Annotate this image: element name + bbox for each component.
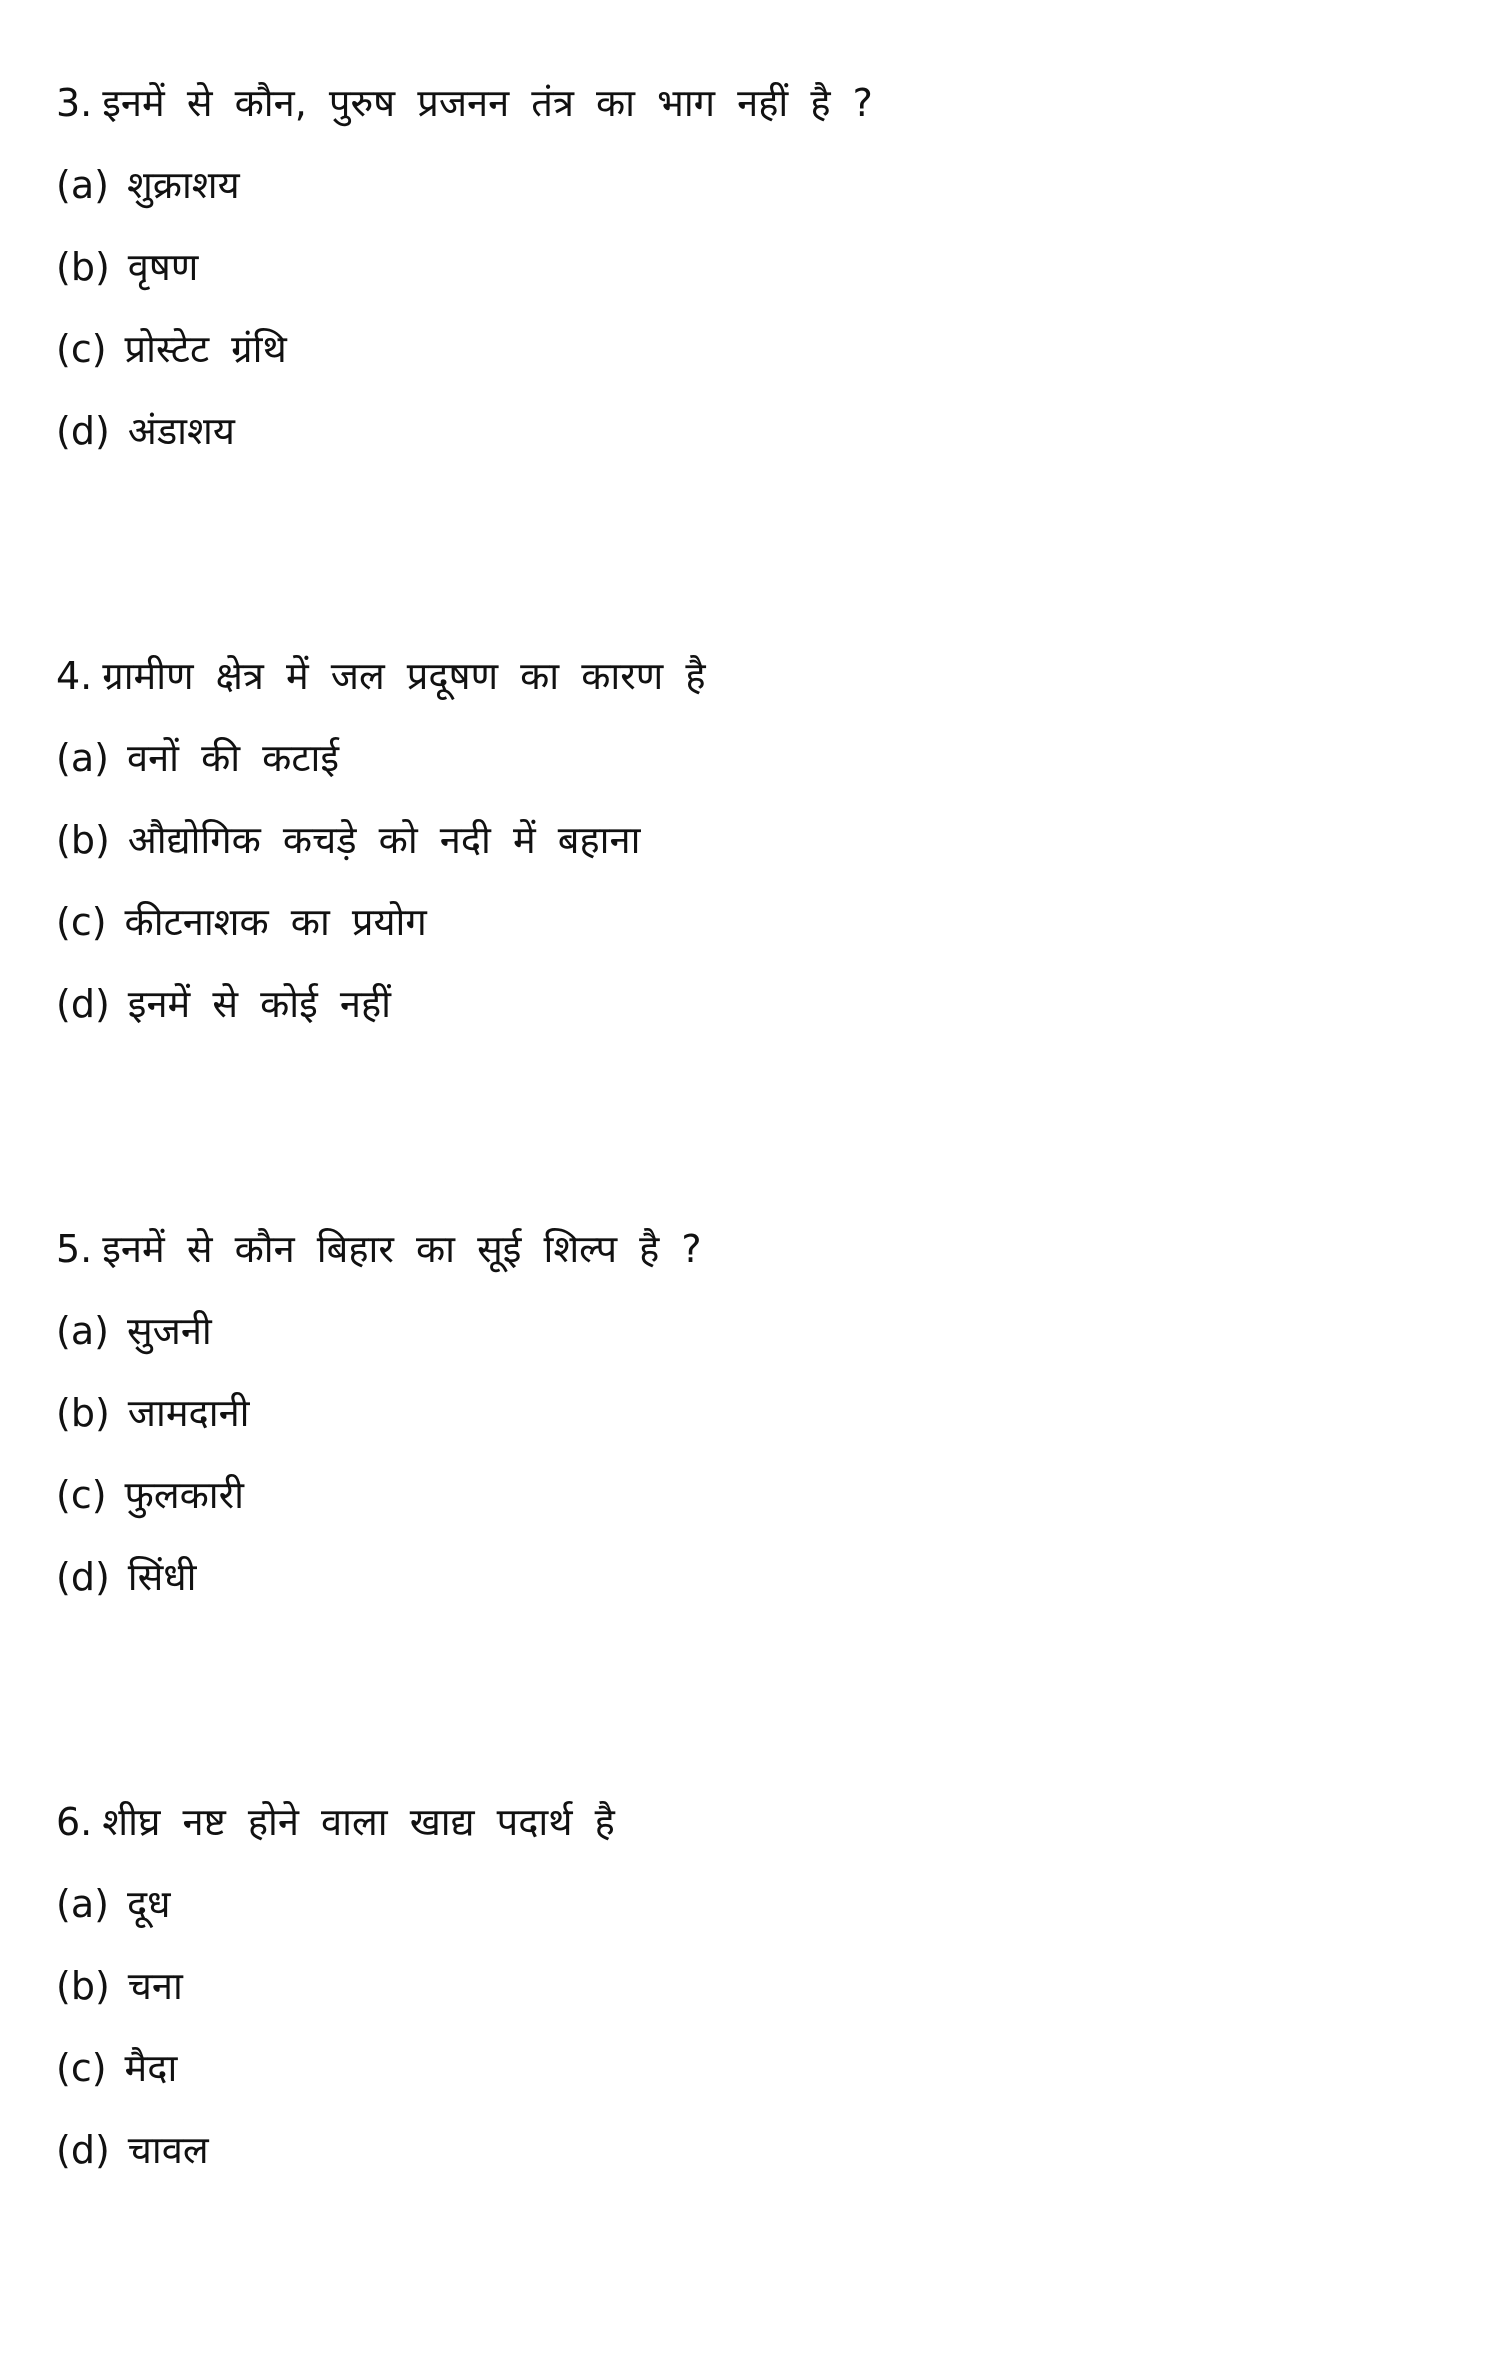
option-key: (a) xyxy=(56,163,109,207)
option-key: (b) xyxy=(56,1964,110,2008)
question-sheet xyxy=(56,62,1446,2354)
option-b xyxy=(56,799,1446,881)
question-number: 5. xyxy=(56,1227,93,1271)
question-body: इनमें से कौन, पुरुष प्रजनन तंत्र का भाग नहीं है ? xyxy=(102,81,873,125)
option-c xyxy=(56,881,1446,963)
question-text xyxy=(56,635,1446,717)
option-text: प्रोस्टेट ग्रंथि xyxy=(124,327,287,371)
question-body: ग्रामीण क्षेत्र में जल प्रदूषण का कारण है xyxy=(102,654,706,698)
option-text: जामदानी xyxy=(127,1391,250,1435)
question-number: 4. xyxy=(56,654,93,698)
option-text: सुजनी xyxy=(126,1309,212,1353)
option-text: दूध xyxy=(126,1882,171,1926)
option-key: (d) xyxy=(56,2128,110,2172)
question-text xyxy=(56,1208,1446,1290)
question-5 xyxy=(56,1208,1446,1618)
question-number: 6. xyxy=(56,1800,93,1844)
question-body: शीघ्र नष्ट होने वाला खाद्य पदार्थ है xyxy=(102,1800,615,1844)
option-key: (c) xyxy=(56,900,107,944)
option-a xyxy=(56,1863,1446,1945)
option-a xyxy=(56,1290,1446,1372)
question-4 xyxy=(56,635,1446,1045)
option-b xyxy=(56,1945,1446,2027)
question-number: 3. xyxy=(56,81,93,125)
option-c xyxy=(56,1454,1446,1536)
option-d xyxy=(56,2109,1446,2191)
option-b xyxy=(56,226,1446,308)
option-d xyxy=(56,1536,1446,1618)
option-key: (b) xyxy=(56,818,110,862)
option-key: (c) xyxy=(56,327,107,371)
option-d xyxy=(56,963,1446,1045)
option-text: शुक्राशय xyxy=(126,163,240,207)
option-text: सिंधी xyxy=(127,1555,197,1599)
option-text: चना xyxy=(127,1964,183,2008)
option-key: (d) xyxy=(56,409,110,453)
option-key: (a) xyxy=(56,736,109,780)
option-key: (c) xyxy=(56,2046,107,2090)
option-key: (a) xyxy=(56,1882,109,1926)
option-a xyxy=(56,144,1446,226)
option-key: (d) xyxy=(56,1555,110,1599)
question-text xyxy=(56,1781,1446,1863)
option-text: अंडाशय xyxy=(127,409,235,453)
option-text: मैदा xyxy=(124,2046,178,2090)
option-key: (a) xyxy=(56,1309,109,1353)
option-key: (c) xyxy=(56,1473,107,1517)
option-text: वनों की कटाई xyxy=(126,736,340,780)
option-text: कीटनाशक का प्रयोग xyxy=(124,900,427,944)
option-text: वृषण xyxy=(127,245,199,289)
question-3 xyxy=(56,62,1446,472)
option-c xyxy=(56,308,1446,390)
option-key: (b) xyxy=(56,1391,110,1435)
question-text xyxy=(56,62,1446,144)
option-b xyxy=(56,1372,1446,1454)
option-d xyxy=(56,390,1446,472)
option-key: (d) xyxy=(56,982,110,1026)
option-text: औद्योगिक कचड़े को नदी में बहाना xyxy=(127,818,641,862)
option-text: चावल xyxy=(127,2128,209,2172)
option-text: इनमें से कोई नहीं xyxy=(127,982,391,1026)
option-c xyxy=(56,2027,1446,2109)
option-text: फुलकारी xyxy=(124,1473,245,1517)
option-a xyxy=(56,717,1446,799)
option-key: (b) xyxy=(56,245,110,289)
question-6 xyxy=(56,1781,1446,2191)
question-body: इनमें से कौन बिहार का सूई शिल्प है ? xyxy=(102,1227,702,1271)
